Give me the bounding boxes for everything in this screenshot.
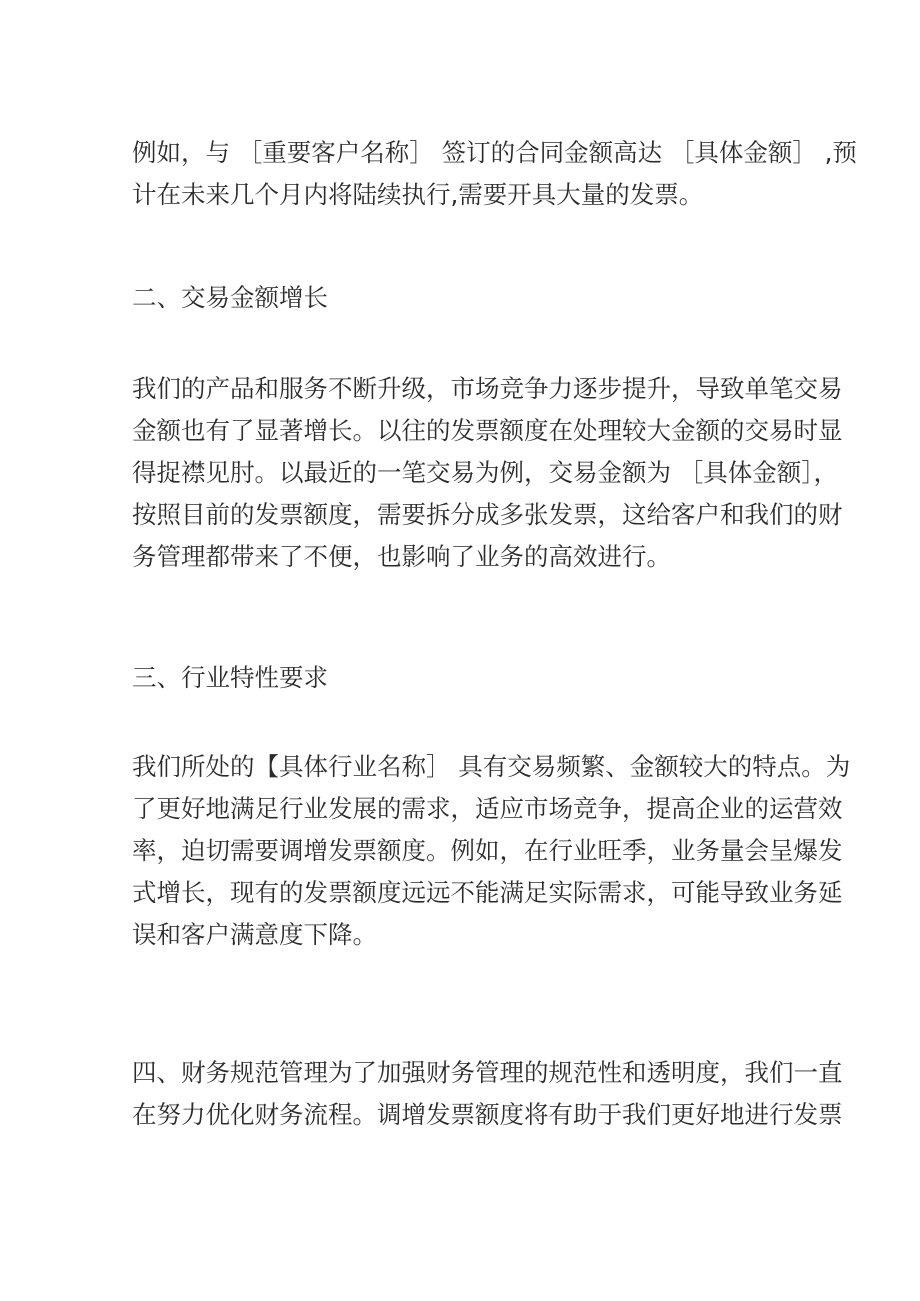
text-line: 误和客户满意度下降。 [132, 920, 377, 949]
text-line: 务管理都带来了不便，也影响了业务的高效进行。 [132, 542, 671, 571]
text-line: 我们的产品和服务不断升级，市场竞争力逐步提升，导致单笔交易 [132, 374, 843, 403]
paragraph-financial-management [132, 1052, 843, 1136]
section-heading-transaction-growth: 二、交易金额增长 [132, 283, 328, 312]
text-line: 得捉襟见肘。以最近的一笔交易为例，交易金额为 ［具体金额］， [132, 458, 839, 487]
paragraph-transaction-growth [132, 368, 843, 578]
text-line: 在努力优化财务流程。调增发票额度将有助于我们更好地进行发票 [132, 1100, 843, 1129]
text-line: 计在未来几个月内将陆续执行,需要开具大量的发票。 [132, 180, 704, 209]
text-line: 按照目前的发票额度，需要拆分成多张发票，这给客户和我们的财 [132, 500, 843, 529]
text-line: 例如，与 ［重要客户名称］ 签订的合同金额高达 ［具体金额］ ,预 [132, 138, 857, 167]
section-heading-industry-requirements: 三、行业特性要求 [132, 663, 328, 692]
text-line: 了更好地满足行业发展的需求，适应市场竞争，提高企业的运营效 [132, 794, 843, 823]
paragraph-contract-example [132, 132, 857, 216]
paragraph-industry-requirements [132, 746, 851, 956]
text-line: 四、财务规范管理为了加强财务管理的规范性和透明度，我们一直 [132, 1058, 843, 1087]
text-line: 式增长，现有的发票额度远远不能满足实际需求，可能导致业务延 [132, 878, 843, 907]
text-line: 我们所处的【具体行业名称］ 具有交易频繁、金额较大的特点。为 [132, 752, 851, 781]
text-line: 率，迫切需要调增发票额度。例如，在行业旺季，业务量会呈爆发 [132, 836, 843, 865]
text-line: 金额也有了显著增长。以往的发票额度在处理较大金额的交易时显 [132, 416, 843, 445]
